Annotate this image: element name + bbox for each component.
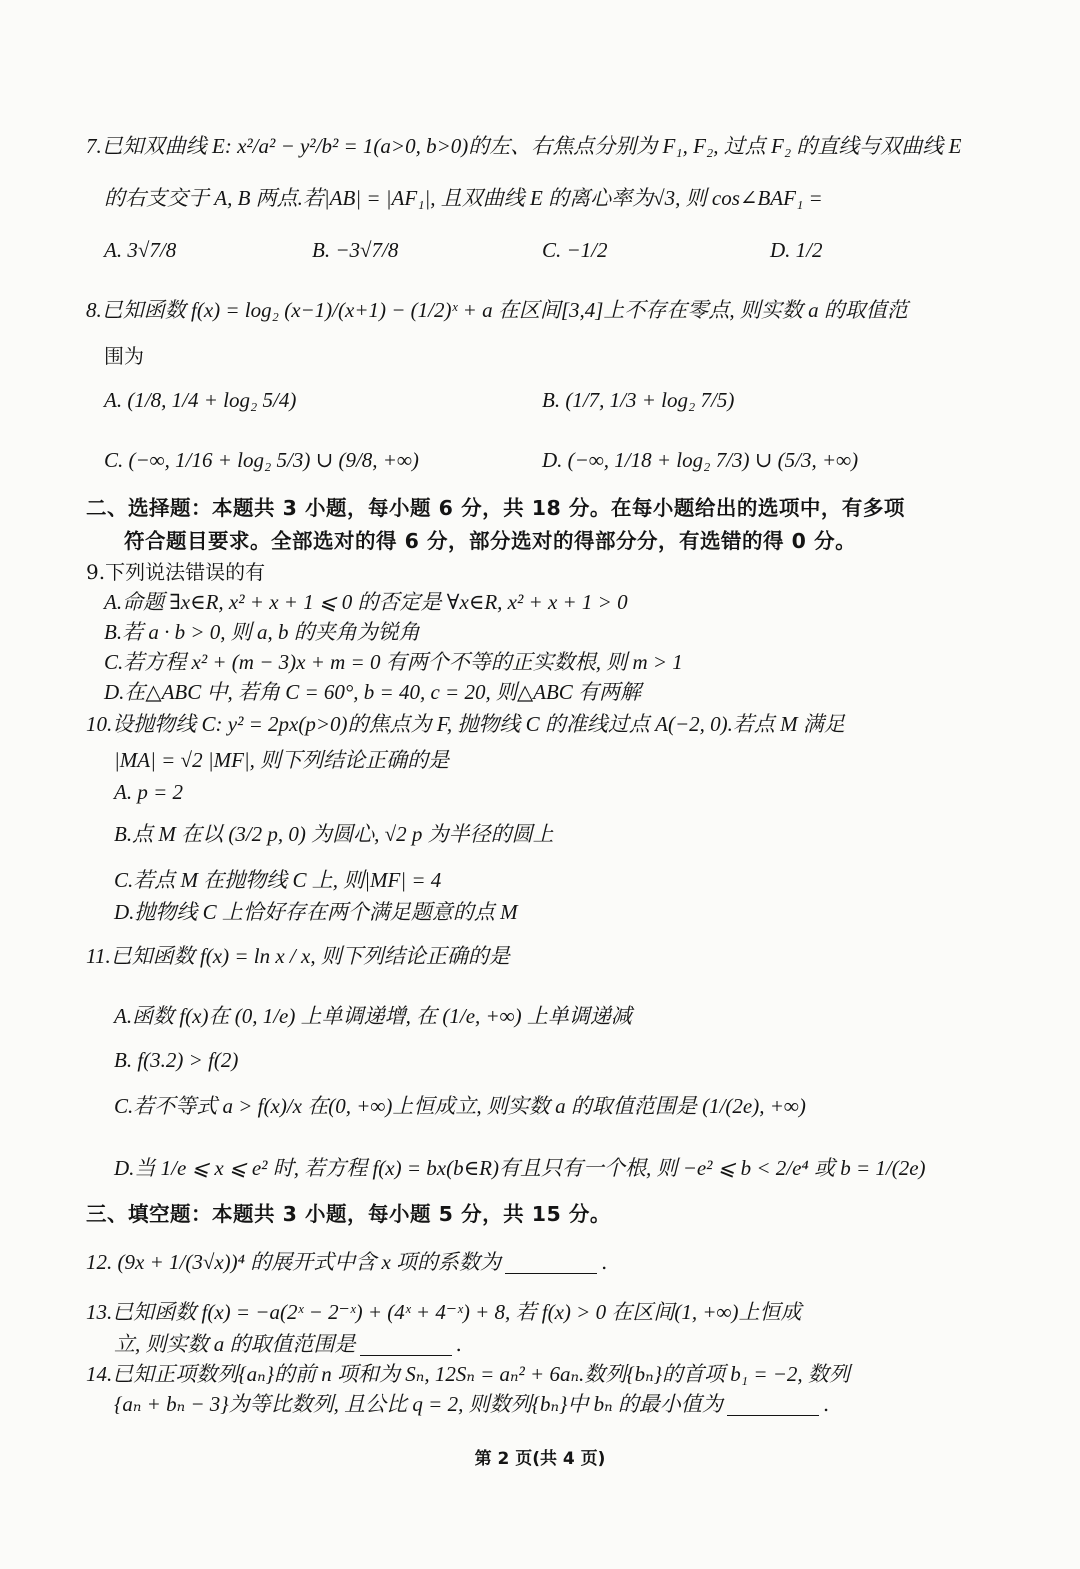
q7-option-d: D. 1/2 [770,238,823,262]
q10-option-b: B.点 M 在以 (3/2 p, 0) 为圆心, √2 p 为半径的圆上 [114,822,554,846]
section-3-header: 三、填空题：本题共 3 小题，每小题 5 分，共 15 分。 [86,1202,611,1226]
q7-option-a: A. 3√7/8 [104,238,177,262]
q14-line-2: {aₙ + bₙ − 3}为等比数列, 且公比 q = 2, 则数列{bₙ}中 bₙ 的最小值为 . [114,1392,830,1416]
q9-option-a: A.命题 ∃x∈R, x² + x + 1 ⩽ 0 的否定是 ∀x∈R, x² + x + 1 > 0 [104,590,628,614]
q11-option-d: D.当 1/e ⩽ x ⩽ e² 时, 若方程 f(x) = bx(b∈R)有且只有一个根, 则 −e² ⩽ b < 2/e⁴ 或 b = 1/(2e) [114,1156,926,1180]
q9-option-c: C.若方程 x² + (m − 3)x + m = 0 有两个不等的正实数根, 则 m > 1 [104,650,683,674]
q10-line-2: |MA| = √2 |MF|, 则下列结论正确的是 [114,748,450,772]
q10-line-1: 10.设抛物线 C: y² = 2px(p>0)的焦点为 F, 抛物线 C 的准线过点 A(−2, 0).若点 M 满足 [86,712,845,736]
q8-option-b: B. (1/7, 1/3 + log₂ 7/5) [542,388,735,412]
q13-line-2: 立, 则实数 a 的取值范围是 . [114,1332,462,1356]
section-2-header-line-2: 符合题目要求。全部选对的得 6 分，部分选对的得部分分，有选错的得 0 分。 [124,529,857,553]
q7-option-c: C. −1/2 [542,238,608,262]
q14-line-1: 14.已知正项数列{aₙ}的前 n 项和为 Sₙ, 12Sₙ = aₙ² + 6aₙ.数列{bₙ}的首项 b₁ = −2, 数列 [86,1362,850,1386]
q13-line-1: 13.已知函数 f(x) = −a(2ˣ − 2⁻ˣ) + (4ˣ + 4⁻ˣ) + 8, 若 f(x) > 0 在区间(1, +∞)上恒成 [86,1300,802,1324]
q10-option-d: D.抛物线 C 上恰好存在两个满足题意的点 M [114,900,518,924]
q12: 12. (9x + 1/(3√x))⁴ 的展开式中含 x 项的系数为 . [86,1250,608,1274]
q11-option-b: B. f(3.2) > f(2) [114,1048,239,1072]
q11-option-c: C.若不等式 a > f(x)/x 在(0, +∞)上恒成立, 则实数 a 的取值范围是 (1/(2e), +∞) [114,1094,806,1118]
page-footer: 第 2 页(共 4 页) [474,1449,606,1469]
q8-option-d: D. (−∞, 1/18 + log₂ 7/3) ∪ (5/3, +∞) [542,448,859,472]
q8-line-2: 围为 [104,344,144,368]
q9-option-d: D.在△ABC 中, 若角 C = 60°, b = 40, c = 20, 则△ABC 有两解 [104,680,642,704]
q9-option-b: B.若 a · b > 0, 则 a, b 的夹角为锐角 [104,620,420,644]
q14-answer-blank[interactable] [727,1395,819,1416]
q7-line-2: 的右支交于 A, B 两点.若|AB| = |AF₁|, 且双曲线 E 的离心率为√3, 则 cos∠BAF₁ = [104,186,823,210]
q11-option-a: A.函数 f(x)在 (0, 1/e) 上单调递增, 在 (1/e, +∞) 上单调递减 [114,1004,632,1028]
q10-option-a: A. p = 2 [114,780,183,804]
q10-option-c: C.若点 M 在抛物线 C 上, 则|MF| = 4 [114,868,442,892]
q9-stem: 9.下列说法错误的有 [86,560,266,584]
section-2-header-line-1: 二、选择题：本题共 3 小题，每小题 6 分，共 18 分。在每小题给出的选项中，有多项 [86,496,905,520]
q8-option-a: A. (1/8, 1/4 + log₂ 5/4) [104,388,297,412]
q8-line-1: 8.已知函数 f(x) = log₂ (x−1)/(x+1) − (1/2)ˣ + a 在区间[3,4]上不存在零点, 则实数 a 的取值范 [86,298,908,322]
q12-answer-blank[interactable] [505,1253,597,1274]
q13-answer-blank[interactable] [360,1335,452,1356]
q7-option-b: B. −3√7/8 [312,238,399,262]
q7-line-1: 7.已知双曲线 E: x²/a² − y²/b² = 1(a>0, b>0)的左、右焦点分别为 F₁, F₂, 过点 F₂ 的直线与双曲线 E [86,134,962,158]
q8-option-c: C. (−∞, 1/16 + log₂ 5/3) ∪ (9/8, +∞) [104,448,419,472]
q11-stem: 11.已知函数 f(x) = ln x / x, 则下列结论正确的是 [86,944,510,968]
